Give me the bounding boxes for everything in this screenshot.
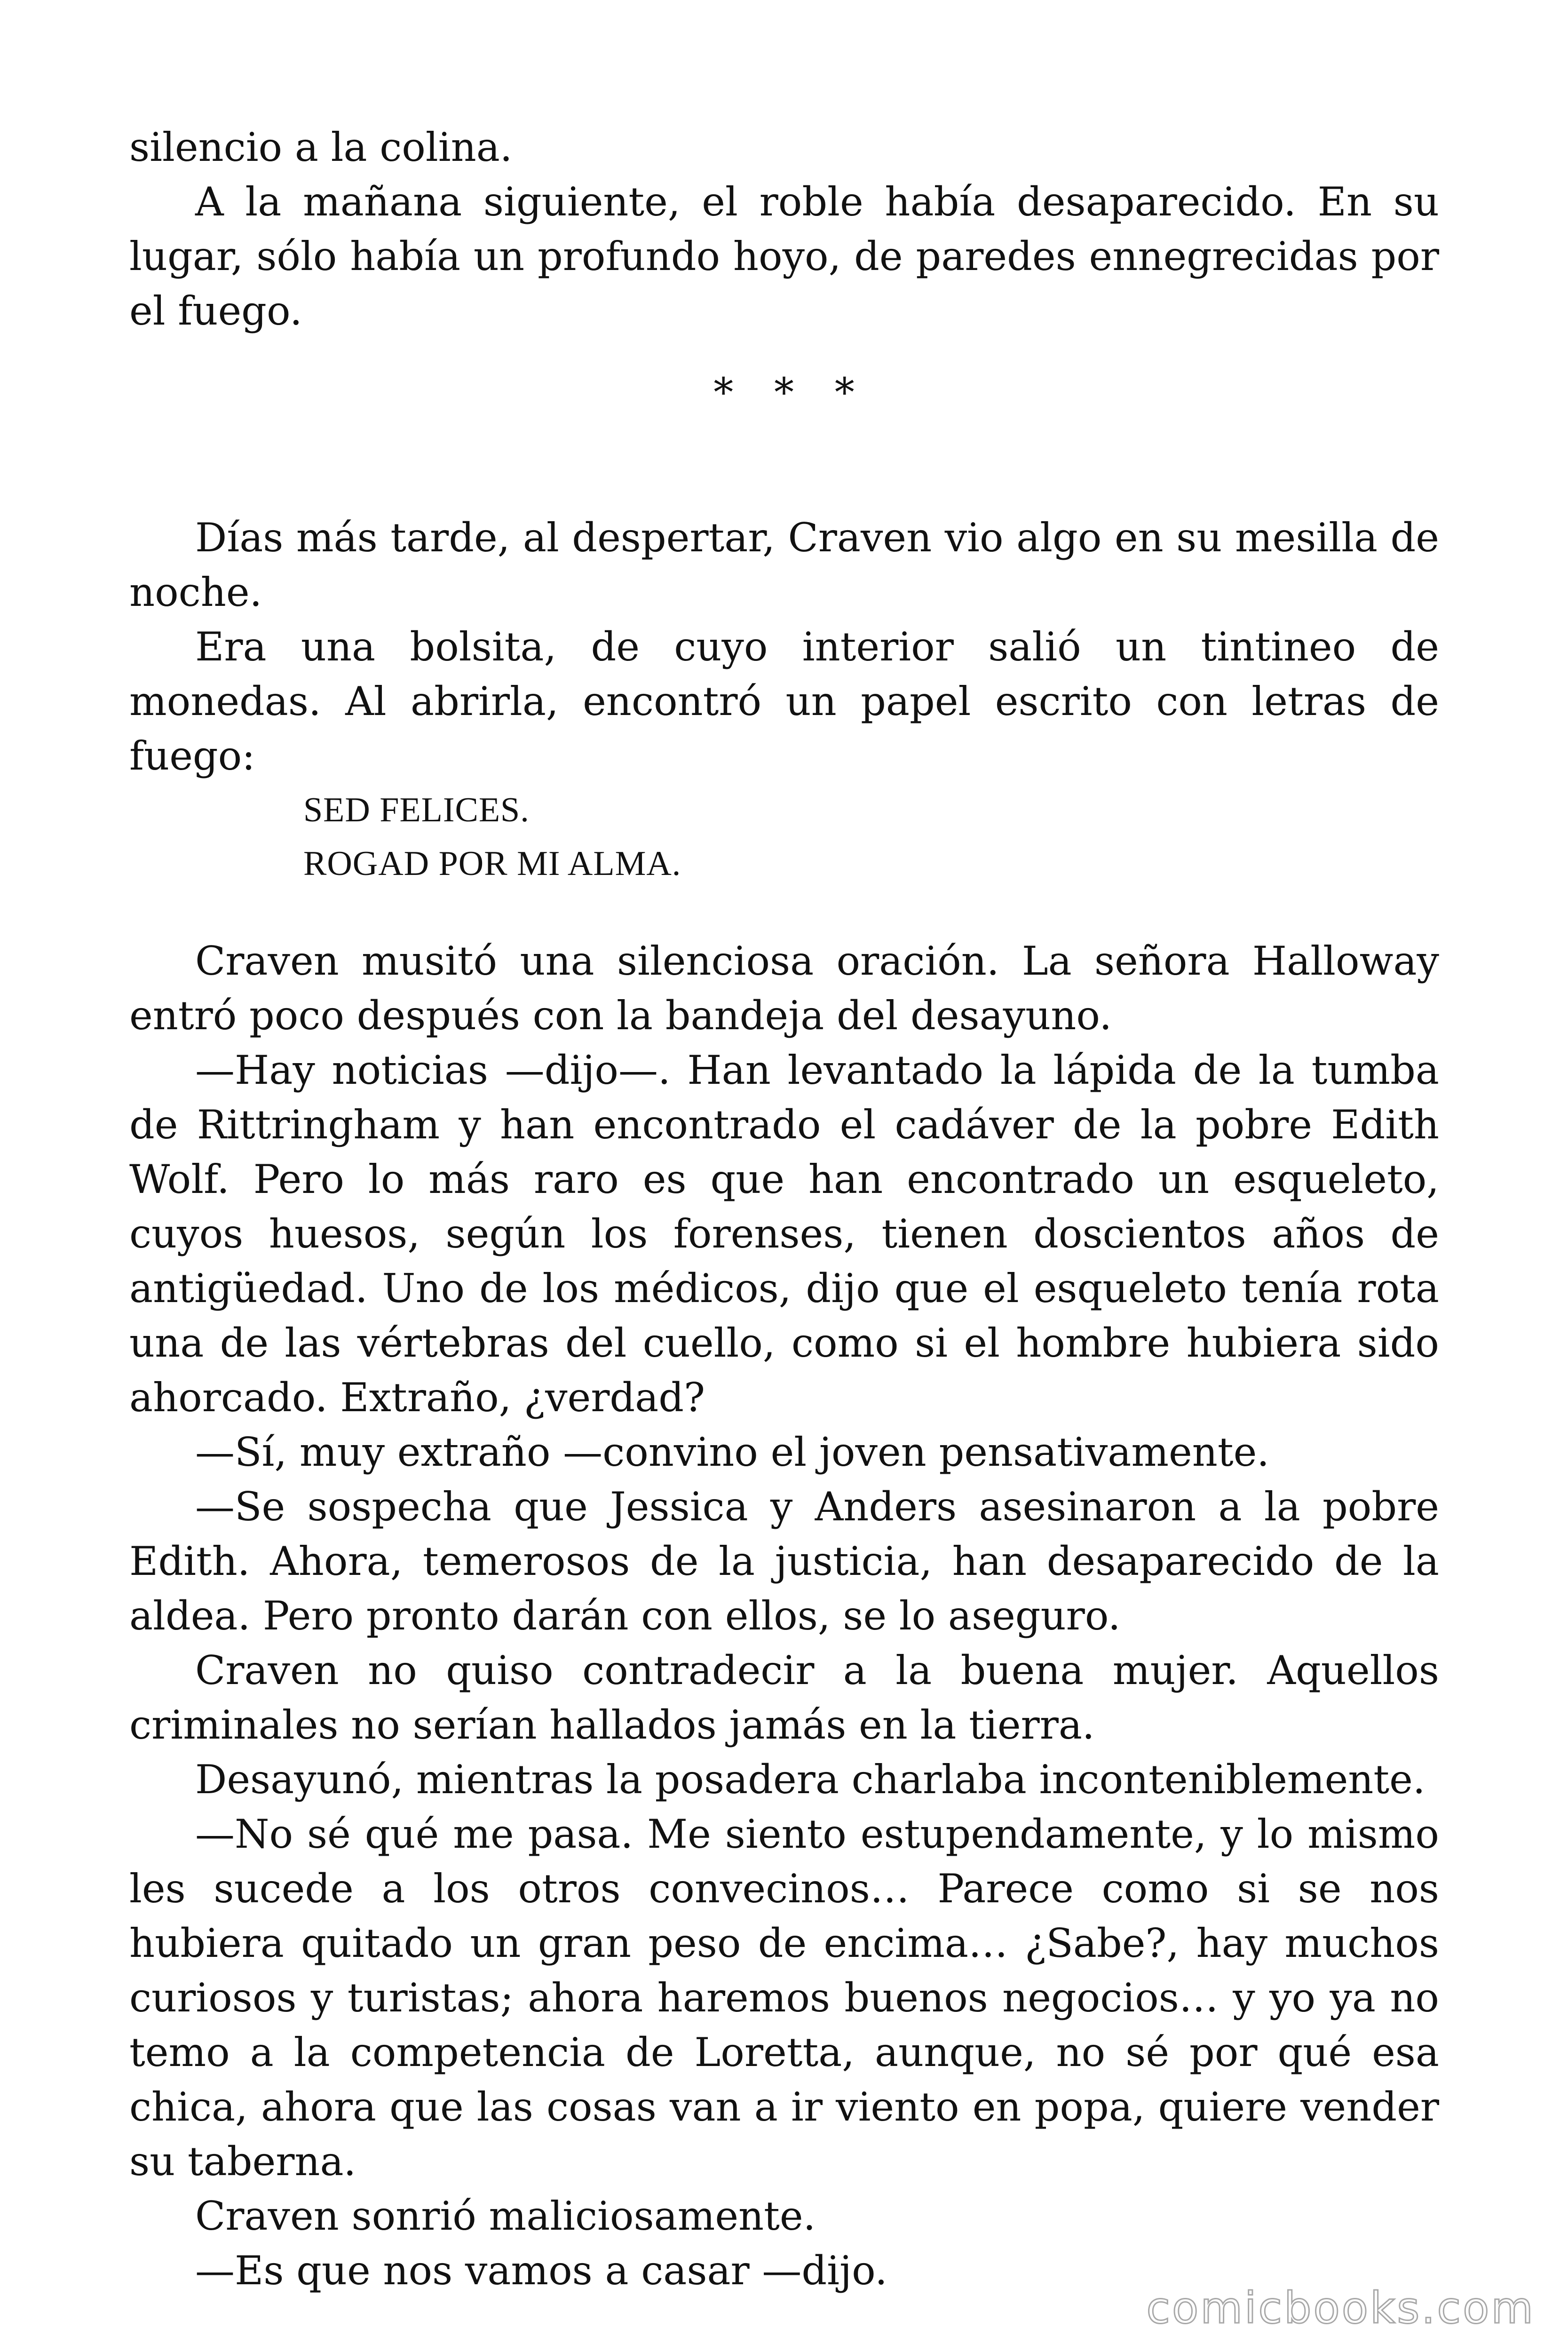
paragraph: —Se sospecha que Jessica y Anders asesinaron a la pobre Edith. Ahora, temerosos de la justicia, han desaparecido de la aldea. Pero pronto darán con ellos, se lo aseguro. [129,1484,1439,1639]
paragraph: Craven no quiso contradecir a la buena mujer. Aquellos criminales no serían hallados jamás en la tierra. [129,1647,1439,1748]
note-line: ROGAD POR MI ALMA. [303,844,681,883]
paragraph: —Es que nos vamos a casar —dijo. [195,2248,887,2294]
paragraph: Craven musitó una silenciosa oración. La señora Halloway entró poco después con la bandeja del desayuno. [129,938,1439,1039]
paragraph: Era una bolsita, de cuyo interior salió un tintineo de monedas. Al abrirla, encontró un papel escrito con letras de fuego: [129,624,1439,779]
paragraph: silencio a la colina. [129,124,513,170]
paragraph: —Hay noticias —dijo—. Han levantado la lápida de la tumba de Rittringham y han encontrado el cadáver de la pobre Edith Wolf. Pero lo más raro es que han encontrado un esqueleto, cuyos huesos, según los forenses, tienen doscientos años de antigüedad. Uno de los médicos, dijo que el esqueleto tenía rota una de las vértebras del cuello, como si el hombre hubiera sido ahorcado. Extraño, ¿verdad? [129,1047,1439,1421]
paragraph: —No sé qué me pasa. Me siento estupendamente, y lo mismo les sucede a los otros convecinos… Parece como si se nos hubiera quitado un gran peso de encima… ¿Sabe?, hay muchos curiosos y turistas; ahora haremos buenos negocios… y yo ya no temo a la competencia de Loretta, aunque, no sé por qué esa chica, ahora que las cosas van a ir viento en popa, quiere vender su taberna. [129,1811,1439,2185]
section-separator: * * * [713,369,869,415]
text-block-bottom [129,934,1439,2298]
paragraph: Días más tarde, al despertar, Craven vio algo en su mesilla de noche. [129,515,1439,615]
watermark: comicbooks.com [1146,2283,1535,2333]
paragraph: —Sí, muy extraño —convino el joven pensativamente. [195,1429,1269,1475]
paragraph: A la mañana siguiente, el roble había desaparecido. En su lugar, sólo había un profundo hoyo, de paredes ennegrecidas por el fuego. [129,179,1439,334]
note-line: SED FELICES. [303,791,530,829]
text-block-top [129,120,1439,338]
fire-letter-note [303,783,681,890]
paragraph: Desayunó, mientras la posadera charlaba inconteniblemente. [195,1756,1425,1803]
text-block-middle [129,510,1439,783]
paragraph: Craven sonrió maliciosamente. [195,2193,816,2239]
